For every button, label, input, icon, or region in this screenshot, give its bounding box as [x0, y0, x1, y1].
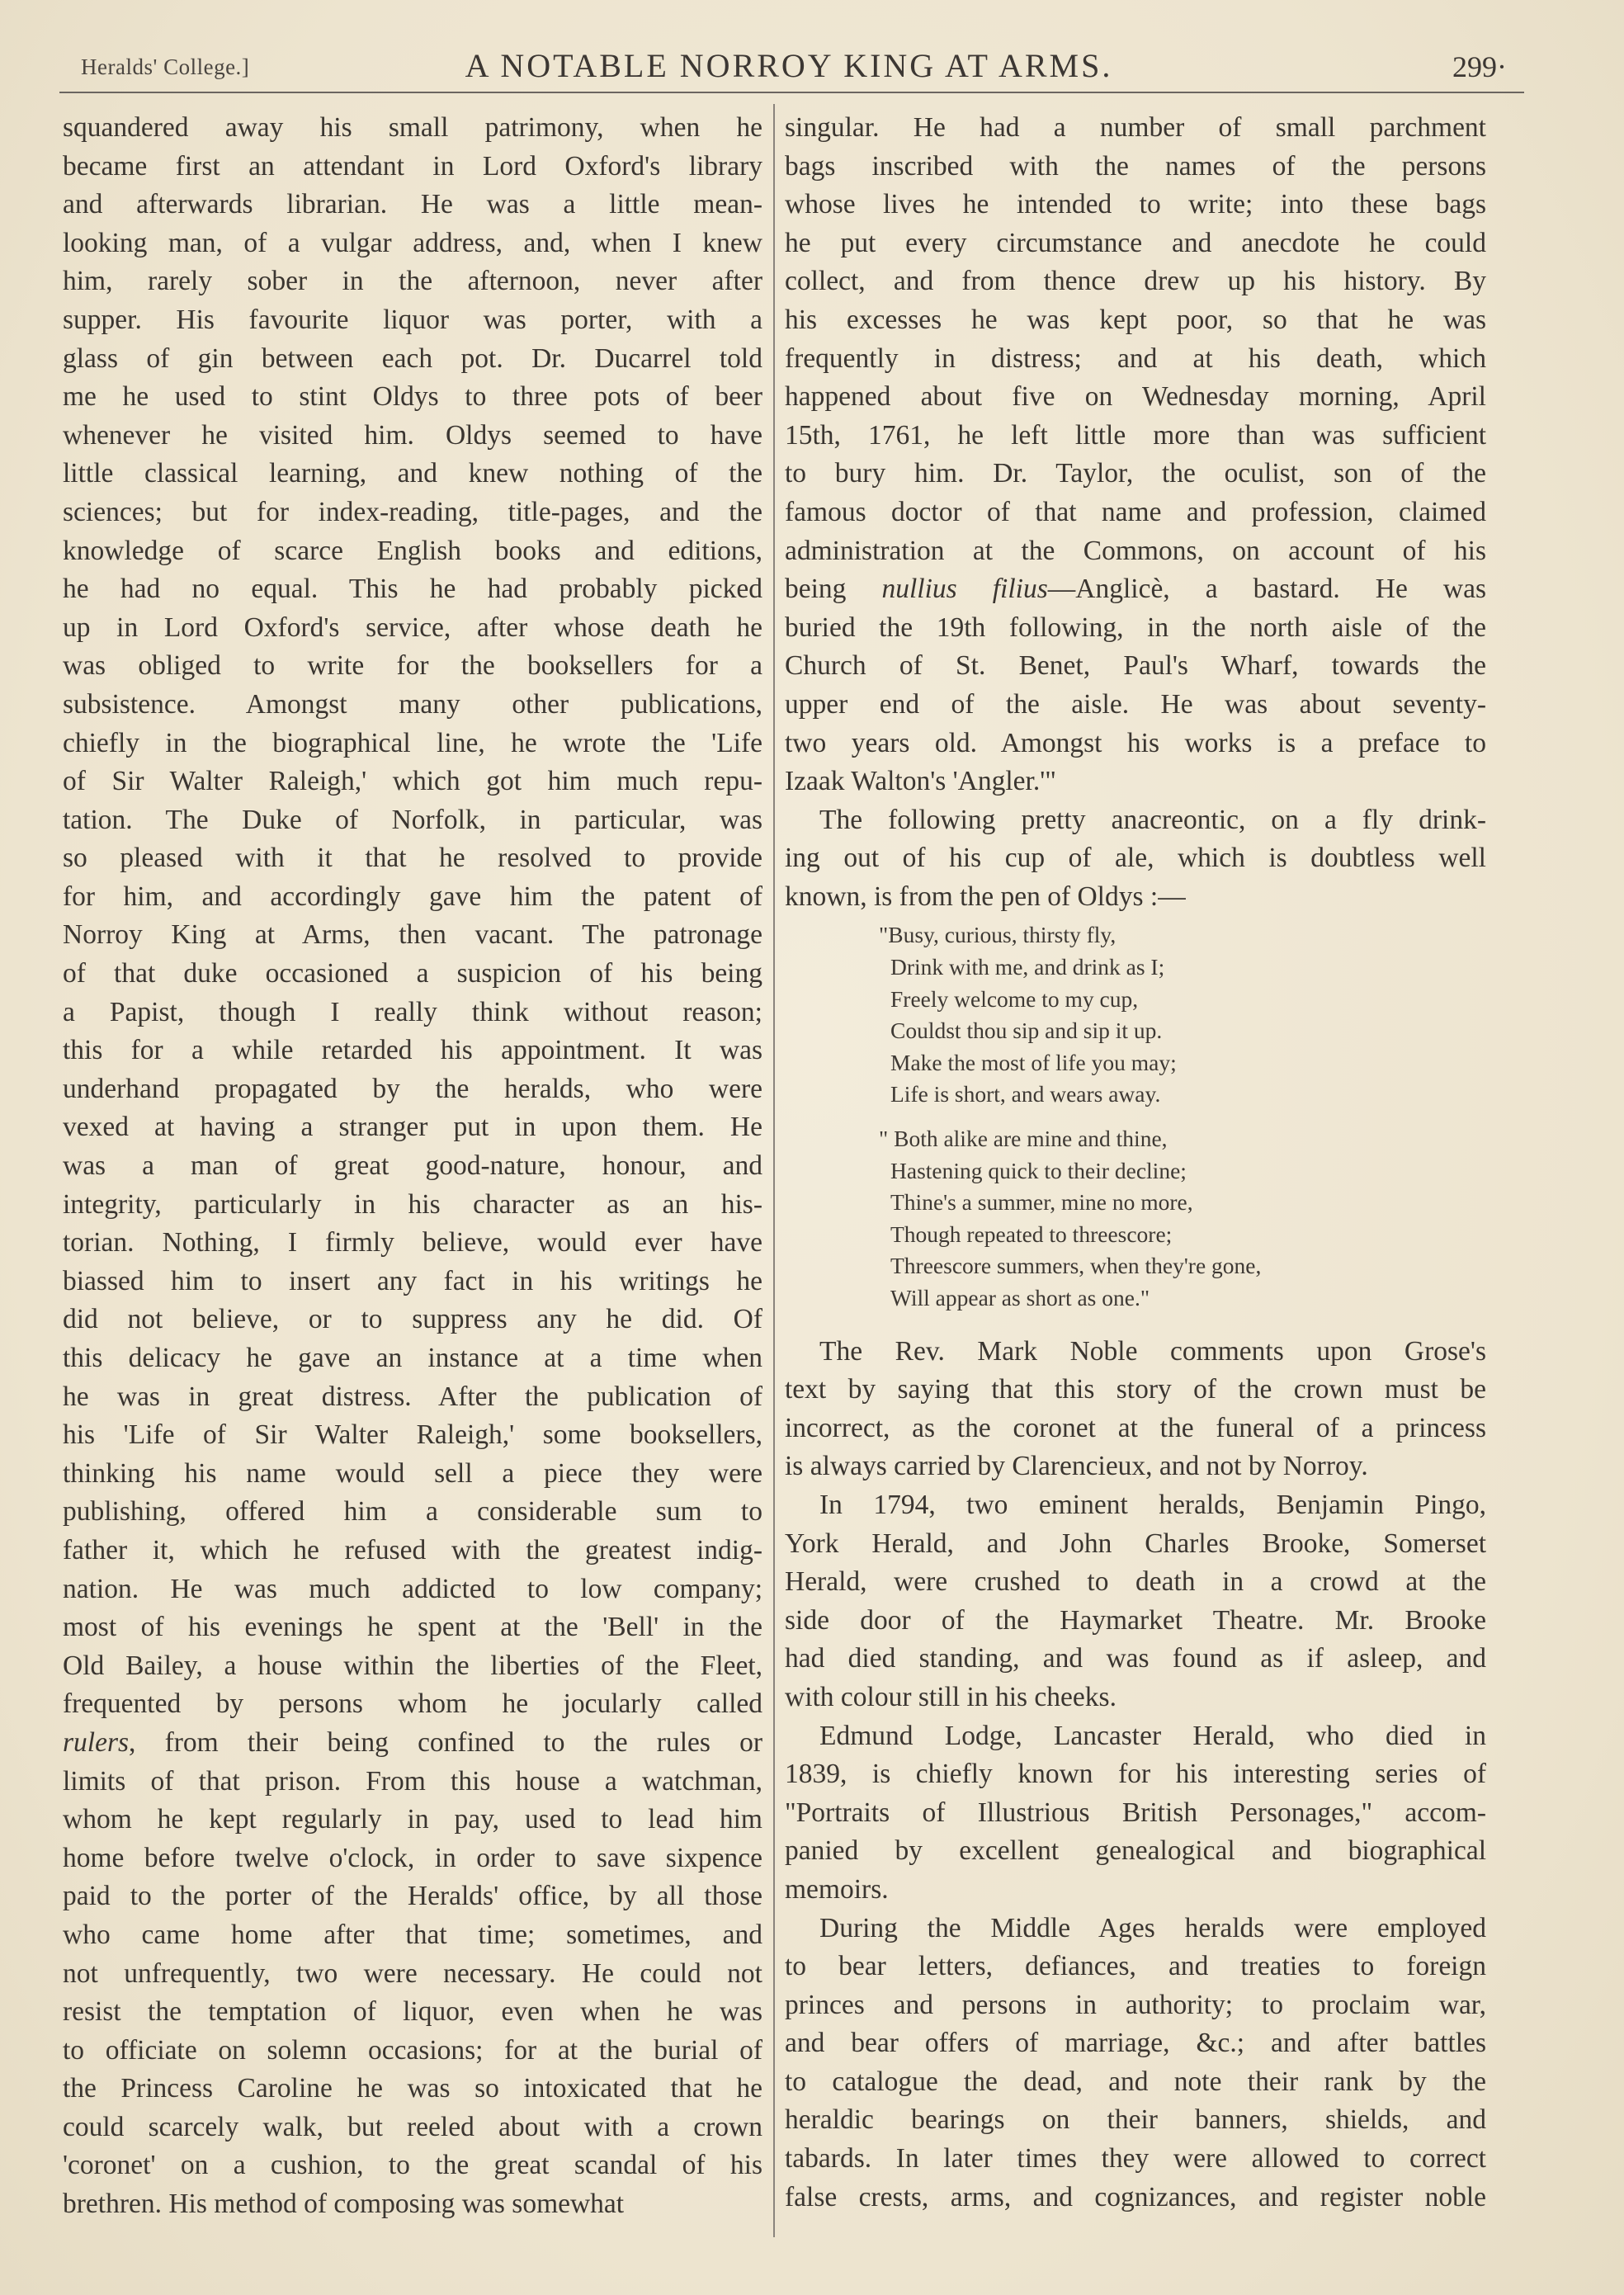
text-line: glass of gin between each pot. Dr. Ducarrel told: [63, 342, 762, 374]
column-divider: [773, 104, 775, 2237]
text-line: 1839, is chiefly known for his interesting series of: [785, 1759, 1486, 1790]
text-line: 'coronet' on a cushion, to the great scandal of his: [63, 2150, 762, 2181]
text-line: The following pretty anacreontic, on a fly drink-: [819, 804, 1486, 835]
text-line: frequently in distress; and at his death, which: [785, 342, 1486, 374]
text-line: brethren. His method of composing was somewhat: [63, 2189, 625, 2220]
text-line: vexed at having a stranger put in upon them. He: [63, 1112, 762, 1143]
text-line: this for a while retarded his appointment. It was: [63, 1035, 762, 1066]
text-line: this delicacy he gave an instance at a time when: [63, 1343, 762, 1373]
text-line: and afterwards librarian. He was a little mean-: [63, 189, 762, 220]
text-line: to officiate on solemn occasions; for at the burial of: [63, 2034, 762, 2066]
text-line: rulers, from their being confined to the rules or: [63, 1726, 762, 1758]
text-line: Edmund Lodge, Lancaster Herald, who died in: [819, 1720, 1486, 1751]
text-line: panied by excellent genealogical and biographical: [785, 1835, 1486, 1867]
poem-line: "Busy, curious, thirsty fly,: [879, 922, 1116, 948]
text-line: to catalogue the dead, and note their rank by the: [785, 2066, 1486, 2097]
text-line: During the Middle Ages heralds were employed: [819, 1912, 1486, 1943]
text-line: resist the temptation of liquor, even when he was: [63, 1996, 762, 2028]
text-line: to bury him. Dr. Taylor, the oculist, son of the: [785, 458, 1486, 489]
poem-line: Hastening quick to their decline;: [890, 1157, 1187, 1183]
text-line: subsistence. Amongst many other publications,: [63, 688, 762, 720]
text-line: Church of St. Benet, Paul's Wharf, towards the: [785, 650, 1486, 682]
poem-line: Make the most of life you may;: [890, 1049, 1177, 1075]
text-line: integrity, particularly in his character as an his-: [63, 1188, 762, 1220]
text-line: ing out of his cup of ale, which is doubtless well: [785, 843, 1486, 874]
text-line: was a man of great good-nature, honour, and: [63, 1150, 762, 1182]
text-line: he put every circumstance and anecdote he could: [785, 227, 1486, 258]
text-line: singular. He had a number of small parchment: [785, 112, 1486, 143]
text-line: upper end of the aisle. He was about seventy-: [785, 688, 1486, 720]
header-rule: [59, 92, 1524, 93]
text-line: two years old. Amongst his works is a preface to: [785, 727, 1486, 758]
text-line: "Portraits of Illustrious British Personages," accom-: [785, 1797, 1486, 1828]
text-line: bags inscribed with the names of the persons: [785, 150, 1486, 182]
text-line: could scarcely walk, but reeled about with a crown: [63, 2111, 762, 2142]
page-number: 299·: [1452, 50, 1507, 83]
text-line: the Princess Caroline he was so intoxicated that he: [63, 2073, 762, 2104]
text-line: to bear letters, defiances, and treaties to foreign: [785, 1951, 1486, 1982]
text-line: and bear offers of marriage, &c.; and after battles: [785, 2028, 1486, 2059]
poem-stanza-2: [879, 1123, 1486, 1315]
text-line: 15th, 1761, he left little more than was sufficient: [785, 419, 1486, 451]
text-line: looking man, of a vulgar address, and, when I knew: [63, 227, 762, 258]
text-line: incorrect, as the coronet at the funeral of a princess: [785, 1412, 1486, 1443]
text-line: biassed him to insert any fact in his writings he: [63, 1265, 762, 1296]
text-line: his excesses he was kept poor, so that he was: [785, 304, 1486, 335]
text-line: me he used to stint Oldys to three pots of beer: [63, 381, 762, 413]
text-line: of that duke occasioned a suspicion of his being: [63, 958, 762, 989]
text-line: torian. Nothing, I firmly believe, would ever have: [63, 1227, 762, 1258]
text-line: whose lives he intended to write; into these bags: [785, 189, 1486, 220]
text-line: of Sir Walter Raleigh,' which got him much repu-: [63, 766, 762, 797]
text-line: he was in great distress. After the publication of: [63, 1381, 762, 1412]
text-line: York Herald, and John Charles Brooke, Somerset: [785, 1528, 1486, 1559]
poem-line: Couldst thou sip and sip it up.: [890, 1018, 1163, 1044]
text-line: tation. The Duke of Norfolk, in particular, was: [63, 804, 762, 835]
poem-line: Though repeated to threescore;: [890, 1221, 1173, 1247]
text-line: chiefly in the biographical line, he wrote the 'Life: [63, 727, 762, 758]
left-column: [63, 109, 762, 2224]
text-line: sciences; but for index-reading, title-pages, and the: [63, 496, 762, 527]
text-line: memoirs.: [785, 1873, 889, 1905]
text-line: whenever he visited him. Oldys seemed to have: [63, 419, 762, 451]
text-line: publishing, offered him a considerable sum to: [63, 1496, 762, 1528]
poem-line: Threescore summers, when they're gone,: [890, 1253, 1262, 1279]
text-line: home before twelve o'clock, in order to save sixpence: [63, 1842, 762, 1873]
text-line: side door of the Haymarket Theatre. Mr. Brooke: [785, 1604, 1486, 1636]
text-line: his 'Life of Sir Walter Raleigh,' some booksellers,: [63, 1419, 762, 1451]
text-line: text by saying that this story of the crown must be: [785, 1374, 1486, 1405]
text-line: father it, which he refused with the greatest indig-: [63, 1534, 762, 1565]
header-section-label: Heralds' College.]: [81, 54, 250, 79]
poem-line: Life is short, and wears away.: [890, 1081, 1161, 1107]
text-line: Izaak Walton's 'Angler.'": [785, 766, 1056, 797]
text-line: had died standing, and was found as if asleep, and: [785, 1643, 1486, 1674]
text-line: up in Lord Oxford's service, after whose death he: [63, 612, 762, 643]
text-line: Norroy King at Arms, then vacant. The patronage: [63, 919, 762, 951]
text-line: so pleased with it that he resolved to provide: [63, 843, 762, 874]
text-line: for him, and accordingly gave him the patent of: [63, 881, 762, 912]
text-line: did not believe, or to suppress any he did. Of: [63, 1304, 762, 1335]
text-line: heraldic bearings on their banners, shields, and: [785, 2104, 1486, 2136]
text-line: was obliged to write for the booksellers for a: [63, 650, 762, 682]
right-column: [785, 109, 1486, 2217]
poem-line: " Both alike are mine and thine,: [879, 1126, 1168, 1152]
text-line: administration at the Commons, on account of his: [785, 535, 1486, 566]
text-line: In 1794, two eminent heralds, Benjamin Pingo,: [819, 1489, 1486, 1520]
running-header: [63, 41, 1515, 91]
text-line: knowledge of scarce English books and editions,: [63, 535, 762, 566]
poem-line: Freely welcome to my cup,: [890, 985, 1139, 1012]
text-line: Old Bailey, a house within the liberties of the Fleet,: [63, 1650, 762, 1681]
poem-stanza-1: [879, 919, 1486, 1111]
poem-line: Thine's a summer, mine no more,: [890, 1189, 1193, 1216]
poem-line: Will appear as short as one.": [890, 1285, 1150, 1310]
text-line: Herald, were crushed to death in a crowd at the: [785, 1566, 1486, 1598]
text-line: nation. He was much addicted to low company;: [63, 1573, 762, 1604]
text-line: with colour still in his cheeks.: [785, 1681, 1116, 1712]
text-line: is always carried by Clarencieux, and not by Norroy.: [785, 1451, 1368, 1482]
text-line: false crests, arms, and cognizances, and register noble: [785, 2181, 1486, 2212]
text-line: squandered away his small patrimony, when he: [63, 112, 762, 143]
text-line: little classical learning, and knew nothing of the: [63, 458, 762, 489]
text-line: underhand propagated by the heralds, who were: [63, 1073, 762, 1104]
text-line: princes and persons in authority; to proclaim war,: [785, 1989, 1486, 2020]
text-line: a Papist, though I really think without reason;: [63, 996, 762, 1027]
text-line: buried the 19th following, in the north aisle of the: [785, 612, 1486, 643]
text-line: tabards. In later times they were allowed to correct: [785, 2143, 1486, 2175]
text-line: frequented by persons whom he jocularly called: [63, 1688, 762, 1720]
text-line: who came home after that time; sometimes, and: [63, 1919, 762, 1950]
right-column-text-b: [785, 1333, 1486, 2217]
text-line: whom he kept regularly in pay, used to lead him: [63, 1804, 762, 1835]
text-line: limits of that prison. From this house a watchman,: [63, 1765, 762, 1797]
text-line: known, is from the pen of Oldys :—: [785, 881, 1186, 912]
header-title: A NOTABLE NORROY KING AT ARMS.: [465, 47, 1113, 84]
text-line: being nullius filius—Anglicè, a bastard. He was: [785, 574, 1486, 605]
text-line: happened about five on Wednesday morning, April: [785, 381, 1486, 413]
poem-block: [785, 919, 1486, 1314]
text-line: him, rarely sober in the afternoon, never after: [63, 266, 762, 297]
text-line: collect, and from thence drew up his history. By: [785, 266, 1486, 297]
text-line: The Rev. Mark Noble comments upon Grose's: [819, 1335, 1486, 1367]
text-line: not unfrequently, two were necessary. He could not: [63, 1957, 762, 1989]
text-line: became first an attendant in Lord Oxford's library: [63, 150, 762, 182]
text-line: famous doctor of that name and profession, claimed: [785, 496, 1486, 527]
text-line: he had no equal. This he had probably picked: [63, 574, 762, 605]
right-column-text-a: [785, 109, 1486, 916]
poem-line: Drink with me, and drink as I;: [890, 954, 1165, 980]
text-line: supper. His favourite liquor was porter, with a: [63, 304, 762, 335]
text-line: paid to the porter of the Heralds' office, by all those: [63, 1881, 762, 1912]
text-line: thinking his name would sell a piece they were: [63, 1457, 762, 1489]
text-line: most of his evenings he spent at the 'Bell' in the: [63, 1612, 762, 1643]
